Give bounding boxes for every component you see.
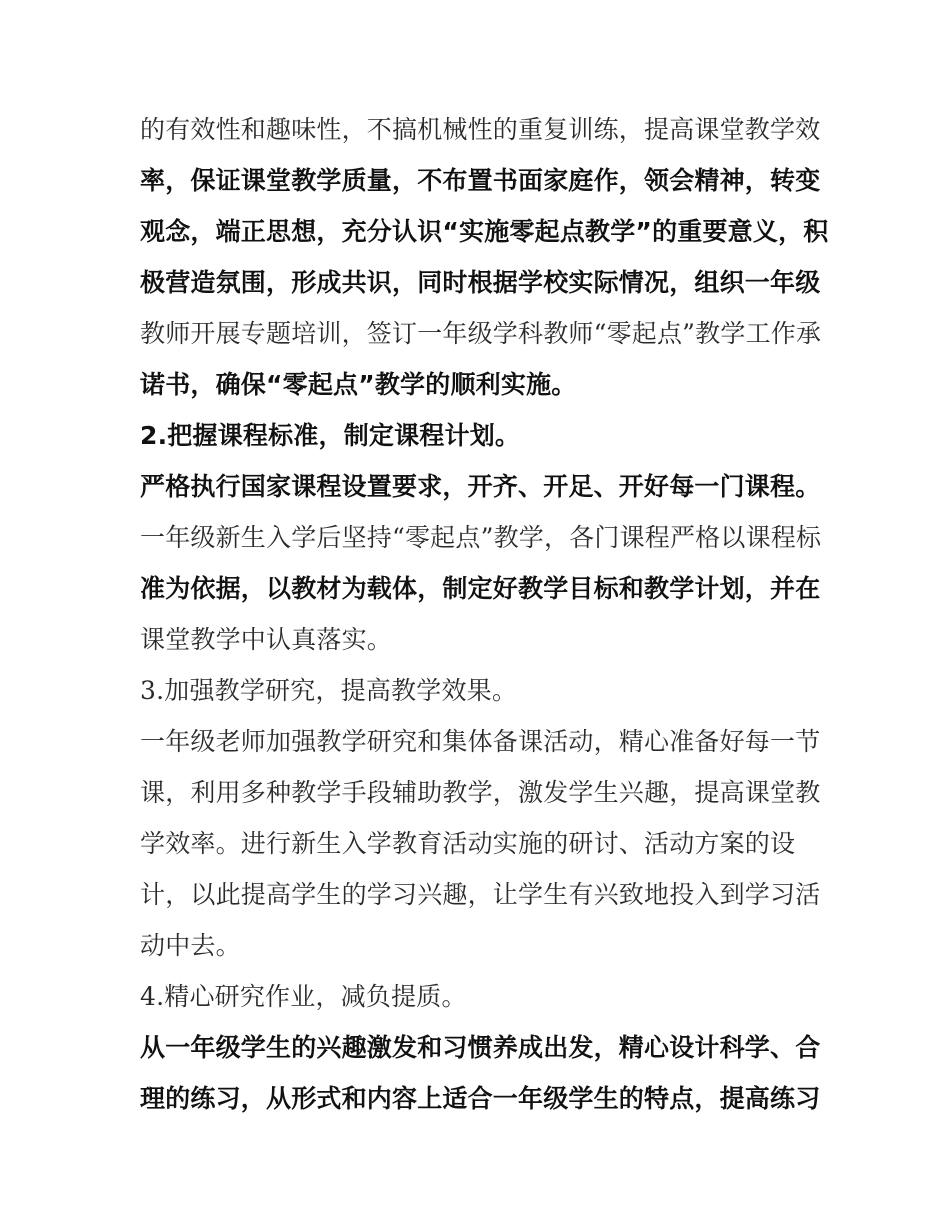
text-line: 计，以此提高学生的学习兴趣，让学生有兴致地投入到学习活: [140, 880, 821, 909]
text-line: 的有效性和趣味性，不搞机械性的重复训练，提高课堂教学效: [140, 115, 821, 144]
text-line: 教师开展专题培训，签订一年级学科教师“零起点”教学工作承: [140, 319, 822, 348]
text-line: 从一年级学生的兴趣激发和习惯养成出发，精心设计科学、合: [140, 1033, 821, 1062]
text-line: 诺书，确保“零起点”教学的顺利实施。: [140, 370, 577, 399]
text-line: 课，利用多种教学手段辅助教学，激发学生兴趣，提高课堂教: [140, 778, 821, 807]
section-heading: 4.精心研究作业，减负提质。: [140, 982, 467, 1011]
text-line: 动中去。: [140, 931, 241, 960]
text-line: 严格执行国家课程设置要求，开齐、开足、开好每一门课程。: [140, 472, 821, 501]
text-line: 一年级新生入学后坚持“零起点”教学，各门课程严格以课程标: [140, 523, 822, 552]
text-line: 一年级老师加强教学研究和集体备课活动，精心准备好每一节: [140, 727, 821, 756]
text-line: 观念，端正思想，充分认识“实施零起点教学”的重要意义，积: [140, 217, 829, 246]
text-line: 率，保证课堂教学质量，不布置书面家庭作，领会精神，转变: [140, 166, 821, 195]
text-line: 学效率。进行新生入学教育活动实施的研讨、活动方案的设: [140, 829, 796, 858]
text-line: 准为依据，以教材为载体，制定好教学目标和教学计划，并在: [140, 574, 821, 603]
section-heading: 3.加强教学研究，提高教学效果。: [140, 676, 518, 705]
section-heading: 2.把握课程标准，制定课程计划。: [140, 421, 521, 450]
document-body: [140, 104, 829, 1124]
text-line: 理的练习，从形式和内容上适合一年级学生的特点，提高练习: [140, 1084, 821, 1113]
text-line: 课堂教学中认真落实。: [140, 625, 393, 654]
text-line: 极营造氛围，形成共识，同时根据学校实际情况，组织一年级: [140, 268, 821, 297]
